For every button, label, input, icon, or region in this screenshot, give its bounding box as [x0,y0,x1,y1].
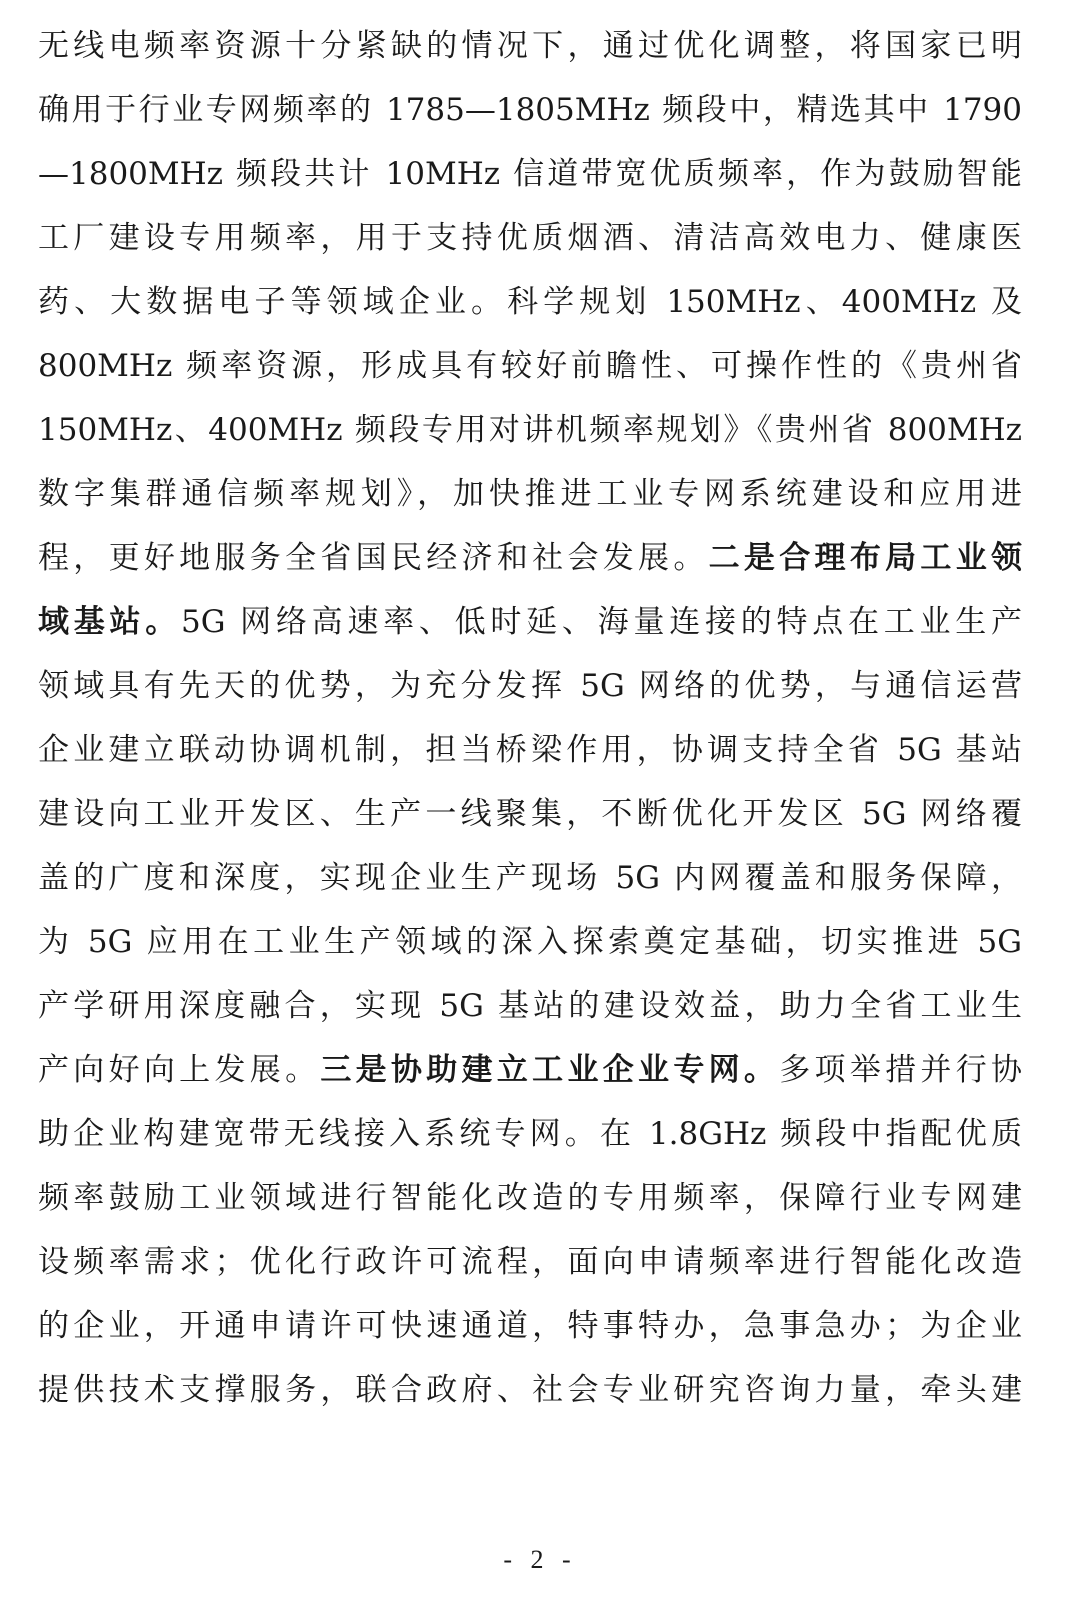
text-line [38,1230,1022,1294]
text-line [38,398,1022,462]
text-segment: 建设向工业开发区、生产一线聚集，不断优化开发区 5G 网络覆 [38,796,1022,832]
text-line [38,462,1022,526]
text-segment: 数字集群通信频率规划》，加快推进工业专网系统建设和应用进 [38,476,1022,512]
bold-text-segment: 域基站。 [38,604,182,640]
text-segment: 助企业构建宽带无线接入系统专网。在 1.8GHz 频段中指配优质 [38,1116,1022,1152]
text-line [38,590,1022,654]
text-segment: 的企业，开通申请许可快速通道，特事特办，急事急办；为企业 [38,1308,1022,1344]
text-segment: 无线电频率资源十分紧缺的情况下，通过优化调整，将国家已明 [38,28,1022,64]
text-line [38,782,1022,846]
bold-text-segment: 二是合理布局工业领 [708,540,1022,576]
text-segment: 150MHz、400MHz 频段专用对讲机频率规划》《贵州省 800MHz [38,412,1022,448]
text-segment: 5G 网络高速率、低时延、海量连接的特点在工业生产 [181,604,1022,640]
text-line [38,206,1022,270]
text-line [38,974,1022,1038]
text-line [38,1102,1022,1166]
text-segment: 程，更好地服务全省国民经济和社会发展。 [38,540,709,576]
page-number: - 2 - [503,1545,577,1574]
text-segment: 提供技术支撑服务，联合政府、社会专业研究咨询力量，牵头建 [38,1372,1022,1408]
text-line [38,910,1022,974]
text-segment: 产学研用深度融合，实现 5G 基站的建设效益，助力全省工业生 [38,988,1022,1024]
text-line [38,1038,1022,1102]
text-segment: 盖的广度和深度，实现企业生产现场 5G 内网覆盖和服务保障， [38,860,1022,896]
text-line [38,526,1022,590]
text-line [38,718,1022,782]
text-line [38,1294,1022,1358]
text-segment: 领域具有先天的优势，为充分发挥 5G 网络的优势，与通信运营 [38,668,1022,704]
text-line [38,334,1022,398]
text-line [38,14,1022,78]
text-segment: 频率鼓励工业领域进行智能化改造的专用频率，保障行业专网建 [38,1180,1022,1216]
text-segment: —1800MHz 频段共计 10MHz 信道带宽优质频率，作为鼓励智能 [38,156,1022,192]
text-line [38,1358,1022,1422]
text-line [38,846,1022,910]
text-segment: 工厂建设专用频率，用于支持优质烟酒、清洁高效电力、健康医 [38,220,1022,256]
text-segment: 800MHz 频率资源，形成具有较好前瞻性、可操作性的《贵州省 [38,348,1022,384]
text-line [38,654,1022,718]
text-line [38,270,1022,334]
text-segment: 确用于行业专网频率的 1785—1805MHz 频段中，精选其中 1790 [38,92,1022,128]
bold-text-segment: 三是协助建立工业企业专网。 [320,1052,780,1088]
body-paragraph [38,14,1022,1422]
text-line [38,1166,1022,1230]
text-segment: 为 5G 应用在工业生产领域的深入探索奠定基础，切实推进 5G [38,924,1022,960]
text-segment: 药、大数据电子等领域企业。科学规划 150MHz、400MHz 及 [38,284,1022,320]
text-segment: 企业建立联动协调机制，担当桥梁作用，协调支持全省 5G 基站 [38,732,1022,768]
text-segment: 设频率需求；优化行政许可流程，面向申请频率进行智能化改造 [38,1244,1022,1280]
text-segment: 产向好向上发展。 [38,1052,321,1088]
text-segment: 多项举措并行协 [779,1052,1022,1088]
text-line [38,142,1022,206]
text-line [38,78,1022,142]
